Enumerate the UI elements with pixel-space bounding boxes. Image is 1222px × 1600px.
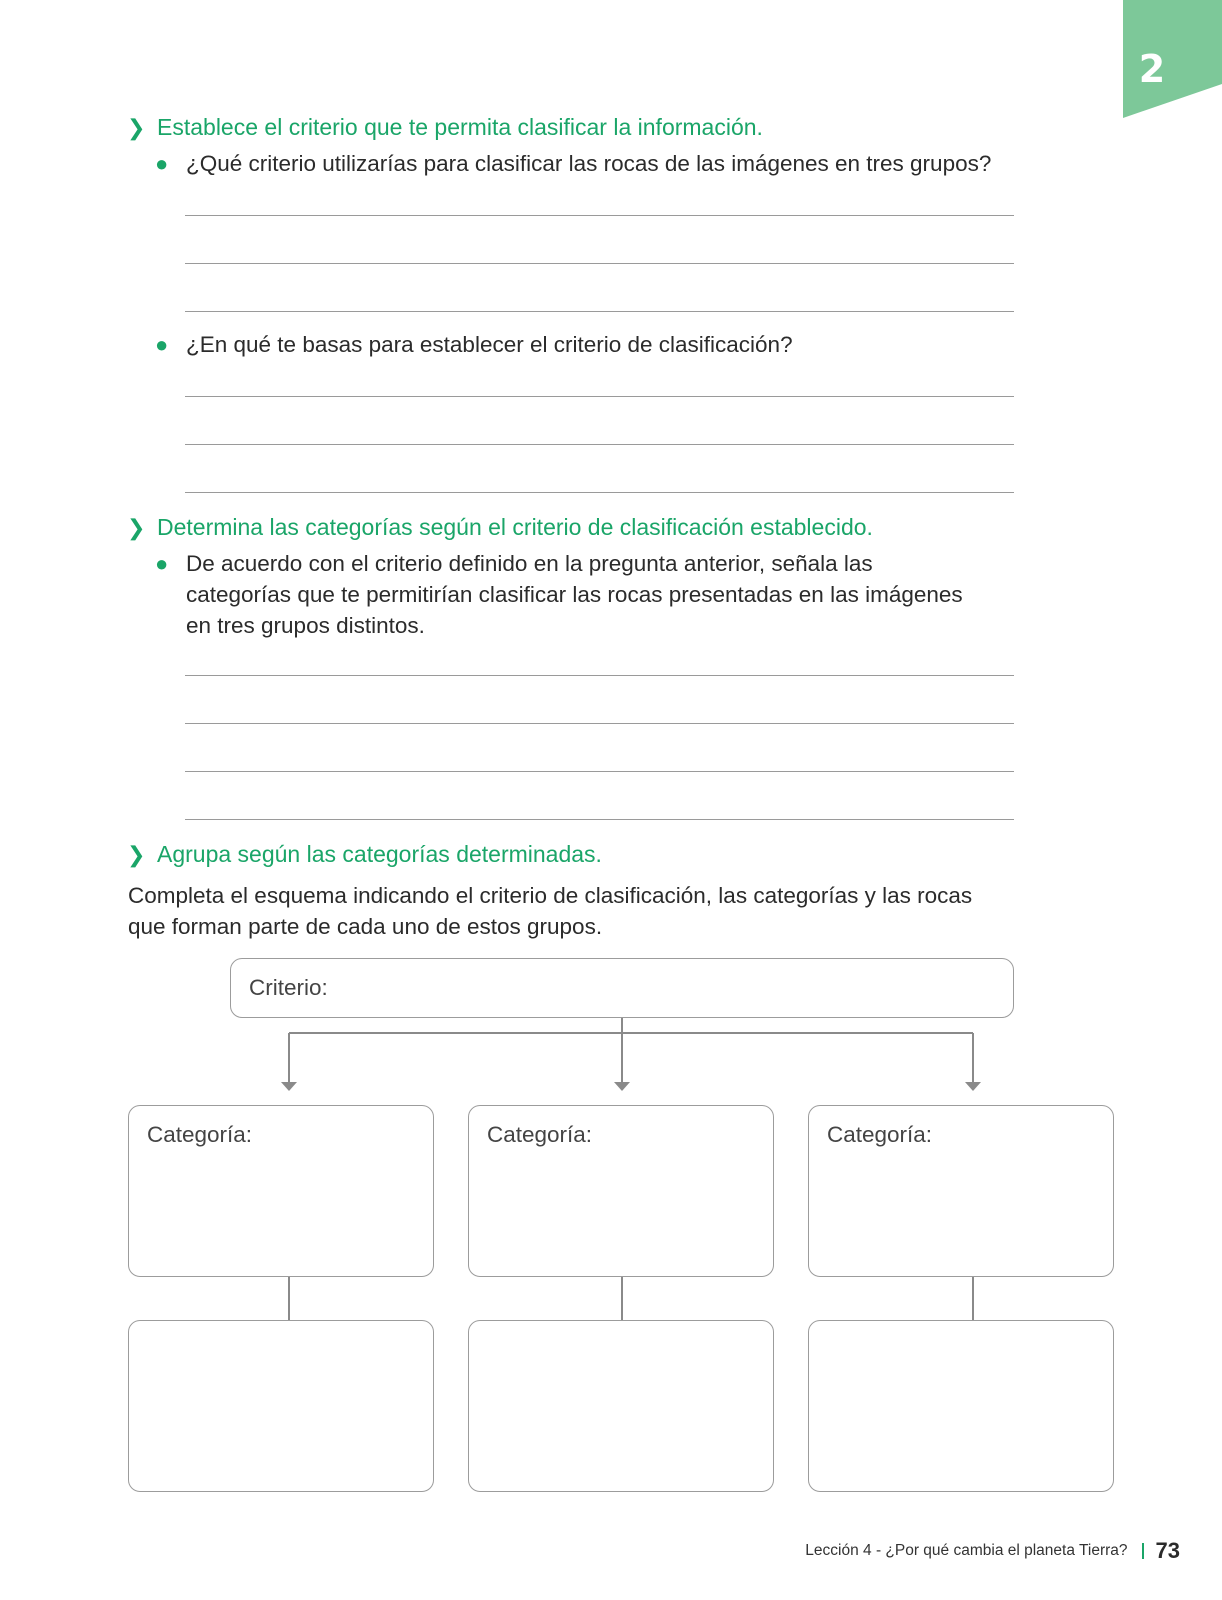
question-text-line: en tres grupos distintos. (186, 613, 425, 638)
step-heading-text: Determina las categorías según el criterio de clasificación establecido. (157, 514, 873, 540)
category-label: Categoría: (487, 1122, 593, 1147)
category-label: Categoría: (827, 1122, 933, 1147)
chapter-number: 2 (1138, 47, 1166, 91)
category-box-2[interactable] (468, 1105, 774, 1277)
step-heading-text: Agrupa según las categorías determinadas. (157, 841, 602, 867)
question-text: ¿En qué te basas para establecer el criterio de clasificación? (186, 332, 793, 357)
footer-divider (1142, 1543, 1144, 1559)
rocks-box-2[interactable] (468, 1320, 774, 1492)
step-heading-text: Establece el criterio que te permita clasificar la información. (157, 114, 763, 140)
category-box-1[interactable] (128, 1105, 434, 1277)
arrow-down-icon (281, 1082, 297, 1091)
bullet-icon: ● (155, 151, 169, 176)
instructions-line: que forman parte de cada uno de estos grupos. (128, 914, 603, 939)
bullet-icon: ● (155, 551, 169, 576)
category-label: Categoría: (147, 1122, 253, 1147)
category-box-3[interactable] (808, 1105, 1114, 1277)
chevron-right-icon: ❯ (127, 115, 146, 140)
arrow-down-icon (965, 1082, 981, 1091)
page-number: 73 (1155, 1538, 1180, 1563)
question-text: ¿Qué criterio utilizarías para clasificar las rocas de las imágenes en tres grupos? (186, 151, 992, 176)
page-footer (700, 1538, 1180, 1564)
lesson-title: Lección 4 - ¿Por qué cambia el planeta Tierra? (805, 1542, 1128, 1559)
arrow-down-icon (614, 1082, 630, 1091)
bullet-icon: ● (155, 332, 169, 357)
question-text-line: categorías que te permitirían clasificar las rocas presentadas en las imágenes (186, 582, 963, 607)
instructions-line: Completa el esquema indicando el criterio de clasificación, las categorías y las rocas (128, 883, 973, 908)
criterio-label: Criterio: (249, 975, 328, 1000)
chevron-right-icon: ❯ (127, 842, 146, 867)
rocks-box-1[interactable] (128, 1320, 434, 1492)
rocks-box-3[interactable] (808, 1320, 1114, 1492)
question-text-line: De acuerdo con el criterio definido en la pregunta anterior, señala las (186, 551, 873, 576)
chevron-right-icon: ❯ (127, 515, 146, 540)
